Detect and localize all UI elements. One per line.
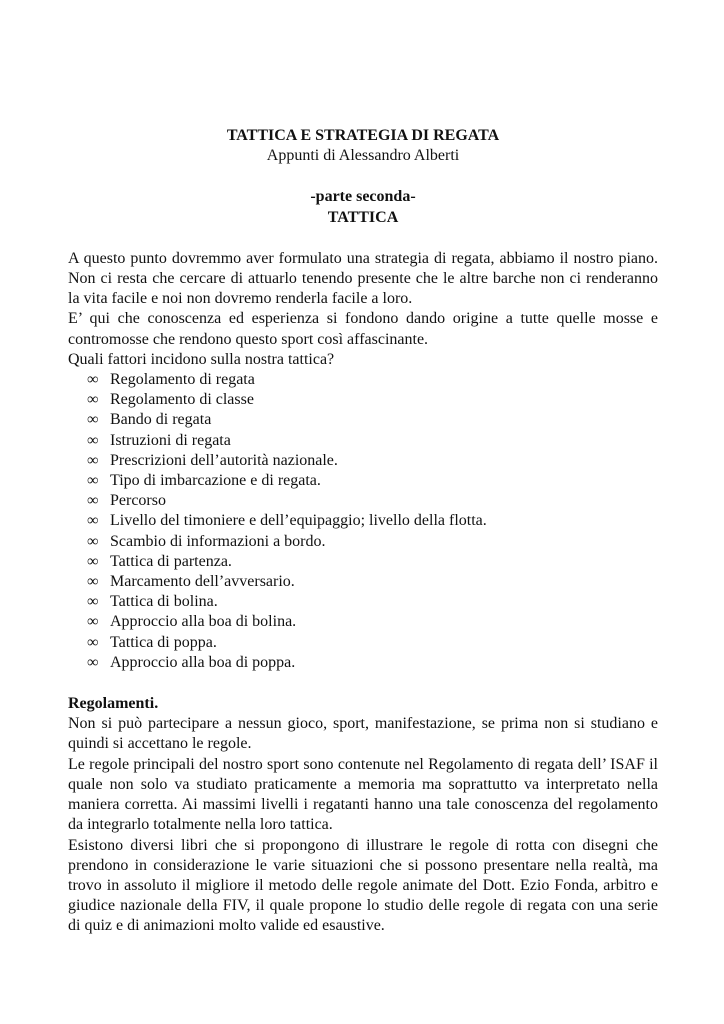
regolamenti-paragraph-3: Esistono diversi libri che si propongono di illustrare le regole di rotta con disegni che prendono in considerazione le varie situazioni che si possono presentare nella realtà, ma trovo in assoluto il migliore il metodo delle regole animate del Dott. Ezio Fonda, arbitro e giudice nazionale della FIV, il quale propone lo studio delle regole di regata con una serie di quiz e di animazioni molto valide ed esaustive.: [68, 836, 658, 935]
list-item-label: Bando di regata: [110, 411, 212, 429]
intro-paragraph-1: A questo punto dovremmo aver formulato una strategia di regata, abbiamo il nostro piano. Non ci resta che cercare di attuarlo tenendo presente che le altre barche non ci renderanno la vita facile e noi non dovremo renderla facile a loro.: [68, 249, 658, 308]
section-title: TATTICA: [327, 208, 399, 226]
infinity-bullet-icon: ∞: [87, 492, 99, 510]
infinity-bullet-icon: ∞: [87, 411, 99, 429]
list-item-label: Tattica di partenza.: [110, 552, 232, 570]
list-item-label: Tipo di imbarcazione e di regata.: [110, 472, 321, 490]
infinity-bullet-icon: ∞: [87, 431, 99, 449]
list-item: [68, 552, 658, 572]
infinity-bullet-icon: ∞: [87, 451, 99, 469]
list-item-label: Marcamento dell’avversario.: [110, 573, 295, 591]
regolamenti-heading: Regolamenti.: [68, 695, 159, 713]
list-item-label: Istruzioni di regata: [110, 431, 231, 449]
list-item: [68, 370, 658, 390]
list-item: [68, 471, 658, 491]
infinity-bullet-icon: ∞: [87, 512, 99, 530]
list-item: [68, 592, 658, 612]
intro-paragraph-2: E’ qui che conoscenza ed esperienza si fondono dando origine a tutte quelle mosse e contromosse che rendono questo sport così affascinante.: [68, 310, 658, 348]
infinity-bullet-icon: ∞: [87, 371, 99, 389]
list-item: [68, 612, 658, 632]
list-item: [68, 653, 658, 673]
list-item: [68, 572, 658, 592]
regolamenti-paragraph-2: Le regole principali del nostro sport sono contenute nel Regolamento di regata dell’ ISAF il quale non solo va studiato praticamente a memoria ma soprattutto va interpretato nella maniera corretta. Ai massimi livelli i regatanti hanno una tale conoscenza del regolamento da integrarlo totalmente nella loro tattica.: [68, 755, 658, 834]
list-item: [68, 511, 658, 531]
infinity-bullet-icon: ∞: [87, 633, 99, 651]
infinity-bullet-icon: ∞: [87, 472, 99, 490]
spacer: [68, 166, 658, 187]
list-item-label: Tattica di bolina.: [110, 593, 218, 611]
infinity-bullet-icon: ∞: [87, 532, 99, 550]
list-item-label: Percorso: [110, 492, 166, 510]
factors-question: Quali fattori incidono sulla nostra tattica?: [68, 350, 335, 368]
document-page: [68, 124, 658, 937]
list-item-label: Prescrizioni dell’autorità nazionale.: [110, 451, 338, 469]
infinity-bullet-icon: ∞: [87, 613, 99, 631]
list-item-label: Approccio alla boa di poppa.: [110, 653, 296, 671]
list-item: [68, 633, 658, 653]
list-item: [68, 431, 658, 451]
list-item: [68, 451, 658, 471]
infinity-bullet-icon: ∞: [87, 593, 99, 611]
list-item: [68, 532, 658, 552]
infinity-bullet-icon: ∞: [87, 653, 99, 671]
factors-list: [68, 370, 658, 673]
list-item: [68, 390, 658, 410]
list-item-label: Approccio alla boa di bolina.: [110, 613, 297, 631]
part-subtitle: -parte seconda-: [310, 188, 416, 206]
regolamenti-paragraph-1: Non si può partecipare a nessun gioco, sport, manifestazione, se prima non si studiano e quindi si accettano le regole.: [68, 715, 658, 753]
list-item-label: Tattica di poppa.: [110, 633, 217, 651]
author-line: Appunti di Alessandro Alberti: [266, 147, 460, 165]
list-item: [68, 491, 658, 511]
document-title: TATTICA E STRATEGIA DI REGATA: [226, 127, 500, 144]
spacer: [68, 228, 658, 249]
list-item-label: Livello del timoniere e dell’equipaggio; livello della flotta.: [110, 512, 487, 530]
infinity-bullet-icon: ∞: [87, 573, 99, 591]
list-item-label: Regolamento di regata: [110, 371, 255, 389]
infinity-bullet-icon: ∞: [87, 391, 99, 409]
infinity-bullet-icon: ∞: [87, 552, 99, 570]
list-item: [68, 410, 658, 430]
spacer: [68, 673, 658, 694]
list-item-label: Regolamento di classe: [110, 391, 254, 409]
list-item-label: Scambio di informazioni a bordo.: [110, 532, 326, 550]
